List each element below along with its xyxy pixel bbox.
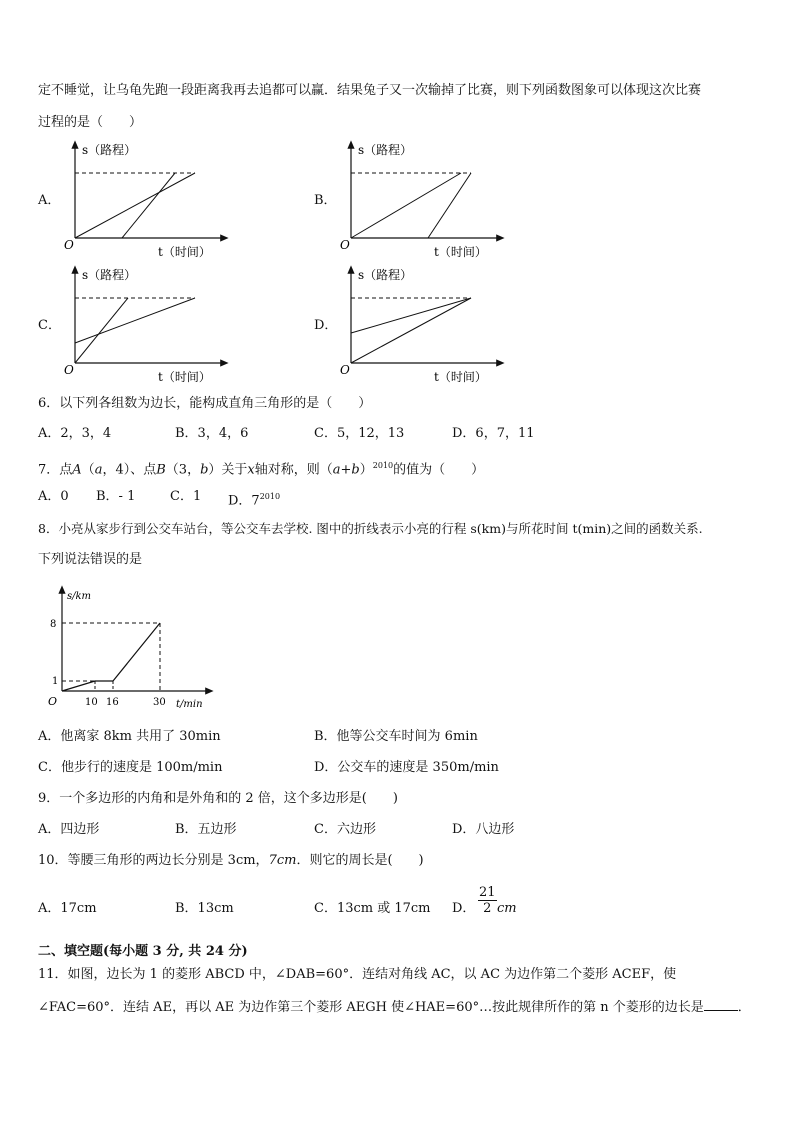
q5-graph-b bbox=[336, 140, 506, 262]
origin-label: O bbox=[64, 238, 74, 252]
axis-y-label: s（路程） bbox=[358, 268, 413, 282]
q11-line2 bbox=[38, 998, 751, 1017]
x-label: t/min bbox=[176, 699, 203, 710]
q10-option-b: B．13cm bbox=[175, 901, 234, 916]
tortoise-line bbox=[75, 298, 195, 343]
q7-expr: a+b bbox=[332, 462, 360, 478]
q9-option-a: A．四边形 bbox=[38, 822, 100, 837]
section-title: 二、填空题(每小题 3 分, 共 24 分) bbox=[38, 944, 248, 959]
q10-option-d: D． bbox=[452, 901, 476, 916]
q7-option-a: A．0 bbox=[38, 489, 69, 504]
q7-text: （3， bbox=[165, 462, 201, 478]
q7-text: 轴对称，则（ bbox=[254, 462, 333, 478]
axis-x-label: t（时间） bbox=[158, 245, 211, 259]
q5-stem-line1: 定不睡觉，让乌龟先跑一段距离我再去追都可以赢．结果兔子又一次输掉了比赛，则下列函数图象可以体现这次比赛 bbox=[38, 83, 702, 98]
q5-graph-d bbox=[336, 265, 506, 387]
q8-option-b: B．他等公交车时间为 6min bbox=[314, 729, 478, 744]
q5-option-c-label: C． bbox=[38, 318, 61, 333]
q9-option-d: D．八边形 bbox=[452, 822, 515, 837]
q10-text: ．则它的周长是( ) bbox=[296, 853, 424, 868]
origin-label: O bbox=[64, 363, 74, 377]
q11-text: ∠FAC=60°．连结 AE，再以 AE 为边作第三个菱形 AEGH 使∠HAE=60°…按此规律所作的第 n 个菱形的边长是 bbox=[38, 1000, 704, 1015]
q9-option-b: B．五边形 bbox=[175, 822, 237, 837]
axis-x-label: t（时间） bbox=[434, 370, 487, 384]
rabbit-line bbox=[428, 173, 471, 238]
axis-x-label: t（时间） bbox=[434, 245, 487, 259]
q11-line1: 11．如图，边长为 1 的菱形 ABCD 中，∠DAB=60°．连结对角线 AC，以 AC 为边作第二个菱形 ACEF，使 bbox=[38, 967, 677, 982]
origin-label: O bbox=[340, 238, 350, 252]
q8-option-d: D．公交车的速度是 350m/min bbox=[314, 760, 499, 775]
q7-option-d-exp: 2010 bbox=[259, 492, 281, 501]
q10-option-d-fraction bbox=[478, 885, 497, 916]
origin-label: O bbox=[48, 695, 58, 708]
y-label: s/km bbox=[67, 591, 92, 602]
q7-text: ）关于 bbox=[208, 462, 248, 478]
q5-graph-c bbox=[60, 265, 230, 387]
axis-y-label: s（路程） bbox=[82, 268, 137, 282]
q10-stem bbox=[38, 852, 424, 870]
q8-stem-line1: 8．小亮从家步行到公交车站台，等公交车去学校. 图中的折线表示小亮的行程 s(km)与所花时间 t(min)之间的函数关系. bbox=[38, 521, 703, 536]
x-tick-16: 16 bbox=[106, 697, 119, 708]
q7-option-d-text: D．7 bbox=[228, 493, 260, 509]
axis-y-label: s（路程） bbox=[82, 143, 137, 157]
y-tick-1: 1 bbox=[52, 676, 59, 687]
q7-text: 7．点 bbox=[38, 462, 73, 478]
q7-option-b: B．- 1 bbox=[96, 489, 136, 504]
fraction-numerator: 21 bbox=[479, 885, 496, 900]
q8-option-a: A．他离家 8km 共用了 30min bbox=[38, 729, 221, 744]
q7-text: 的值为（ ） bbox=[393, 462, 485, 478]
q10-option-a: A．17cm bbox=[38, 901, 97, 916]
q5-option-d-label: D． bbox=[314, 318, 338, 333]
q10-option-d-unit: cm bbox=[497, 901, 517, 916]
x-tick-30: 30 bbox=[153, 697, 166, 708]
q7-var: A bbox=[72, 462, 82, 478]
q7-option-d bbox=[228, 488, 280, 510]
q6-option-c: C．5，12，13 bbox=[314, 426, 405, 441]
q7-option-c: C．1 bbox=[170, 489, 202, 504]
fraction-denominator: 2 bbox=[483, 901, 492, 916]
q6-option-a: A．2，3，4 bbox=[38, 426, 112, 441]
axis-x-label: t（时间） bbox=[158, 370, 211, 384]
q5-option-a-label: A． bbox=[38, 193, 61, 208]
q10-option-c: C．13cm 或 17cm bbox=[314, 901, 431, 916]
rabbit-line bbox=[75, 298, 128, 363]
q7-var: B bbox=[156, 462, 166, 478]
q5-option-b-label: B． bbox=[314, 193, 337, 208]
q7-var: x bbox=[247, 462, 255, 478]
axis-y-label: s（路程） bbox=[358, 143, 413, 157]
q9-option-c: C．六边形 bbox=[314, 822, 376, 837]
q7-exponent: 2010 bbox=[372, 461, 394, 470]
q5-stem-line2: 过程的是（ ） bbox=[38, 115, 143, 130]
q7-text: ） bbox=[359, 462, 373, 478]
q7-text: ，4）、点 bbox=[102, 462, 157, 478]
rabbit-line bbox=[351, 298, 471, 363]
x-tick-10: 10 bbox=[85, 697, 98, 708]
q6-option-d: D．6，7，11 bbox=[452, 426, 535, 441]
origin-label: O bbox=[340, 363, 350, 377]
q7-stem bbox=[38, 457, 484, 479]
rabbit-line bbox=[122, 173, 175, 238]
q10-text: 10．等腰三角形的两边长分别是 3cm， bbox=[38, 853, 269, 868]
tortoise-line bbox=[351, 173, 461, 238]
q10-value: 7cm bbox=[268, 853, 297, 868]
q8-option-c: C．他步行的速度是 100m/min bbox=[38, 760, 223, 775]
q6-stem: 6．以下列各组数为边长，能构成直角三角形的是（ ） bbox=[38, 396, 372, 411]
q9-stem: 9．一个多边形的内角和是外角和的 2 倍，这个多边形是( ) bbox=[38, 791, 398, 806]
q11-text-end: ． bbox=[737, 1000, 751, 1015]
tortoise-line bbox=[75, 173, 195, 238]
q5-graph-a bbox=[60, 140, 230, 262]
y-tick-8: 8 bbox=[50, 619, 57, 630]
q6-option-b: B．3，4，6 bbox=[175, 426, 249, 441]
q7-var: a bbox=[94, 462, 103, 478]
answer-blank[interactable] bbox=[704, 998, 738, 1011]
q8-stem-line2: 下列说法错误的是 bbox=[38, 552, 143, 567]
tortoise-line bbox=[351, 298, 471, 333]
q7-var: b bbox=[200, 462, 209, 478]
q8-graph bbox=[40, 585, 215, 715]
q7-text: （ bbox=[81, 462, 95, 478]
